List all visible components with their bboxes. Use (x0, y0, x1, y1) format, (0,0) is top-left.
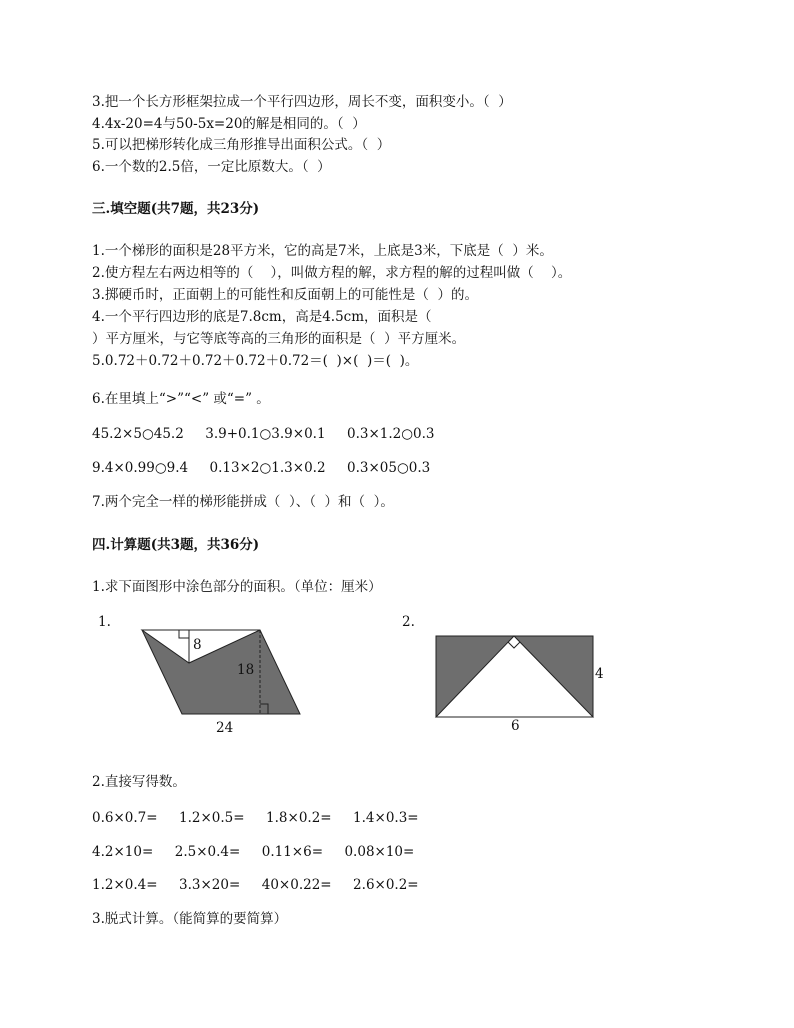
section3-q3: 3.掷硬币时，正面朝上的可能性和反面朝上的可能性是（ ）的。 (92, 287, 478, 303)
section4-q1: 1.求下面图形中涂色部分的面积。（单位：厘米） (92, 579, 382, 595)
section4-q2-row2: 4.2×10= 2.5×0.4= 0.11×6= 0.08×10= (92, 844, 415, 860)
section3-q6-row2: 9.4×0.99○9.4 0.13×2○1.3×0.2 0.3×05○0.3 (92, 460, 431, 476)
section3-q6-row1: 45.2×5○45.2 3.9+0.1○3.9×0.1 0.3×1.2○0.3 (92, 426, 435, 442)
judgement-q5: 5.可以把梯形转化成三角形推导出面积公式。（ ） (92, 137, 391, 153)
section3-q5: 5.0.72＋0.72＋0.72＋0.72＋0.72＝( )×( )＝( )。 (92, 353, 419, 369)
figure1-number: 1. (98, 614, 111, 630)
figure1-label-base: 24 (216, 720, 234, 736)
judgement-q6: 6.一个数的2.5倍，一定比原数大。（ ） (92, 159, 331, 175)
section4-q3: 3.脱式计算。（能简算的要简算） (92, 911, 288, 927)
section4-title: 四.计算题(共3题，共36分) (92, 537, 260, 553)
figure1-label-height: 18 (237, 662, 255, 678)
figure2-label-side: 4 (595, 666, 604, 682)
section3-q7: 7.两个完全一样的梯形能拼成（ ）、（ ）和（ ）。 (92, 494, 394, 510)
figure2-number: 2. (402, 614, 415, 630)
figure1-label-top: 8 (193, 637, 202, 653)
judgement-q4: 4.4x-20=4与50-5x=20的解是相同的。（ ） (92, 116, 366, 132)
section4-q2-row1: 0.6×0.7= 1.2×0.5= 1.8×0.2= 1.4×0.3= (92, 810, 419, 826)
section3-q4-line1: 4.一个平行四边形的底是7.8cm，高是4.5cm，面积是（ (92, 309, 432, 325)
judgement-q3: 3.把一个长方形框架拉成一个平行四边形，周长不变，面积变小。（ ） (92, 94, 512, 110)
section4-q2-row3: 1.2×0.4= 3.3×20= 40×0.22= 2.6×0.2= (92, 877, 419, 893)
section4-q2: 2.直接写得数。 (92, 774, 186, 790)
section3-q1: 1.一个梯形的面积是28平方米，它的高是7米，上底是3米，下底是（ ）米。 (92, 243, 553, 259)
section3-q6: 6.在里填上“>”“<” 或“=” 。 (92, 391, 270, 407)
figure2-rectangle (430, 630, 600, 724)
section3-q4-line2: ）平方厘米，与它等底等高的三角形的面积是（ ）平方厘米。 (92, 331, 466, 347)
figure1-parallelogram (130, 624, 310, 724)
figure2-label-base: 6 (511, 718, 520, 734)
section3-title: 三.填空题(共7题，共23分) (92, 201, 260, 217)
section3-q2: 2.使方程左右两边相等的（ ），叫做方程的解，求方程的解的过程叫做（ ）。 (92, 265, 572, 281)
